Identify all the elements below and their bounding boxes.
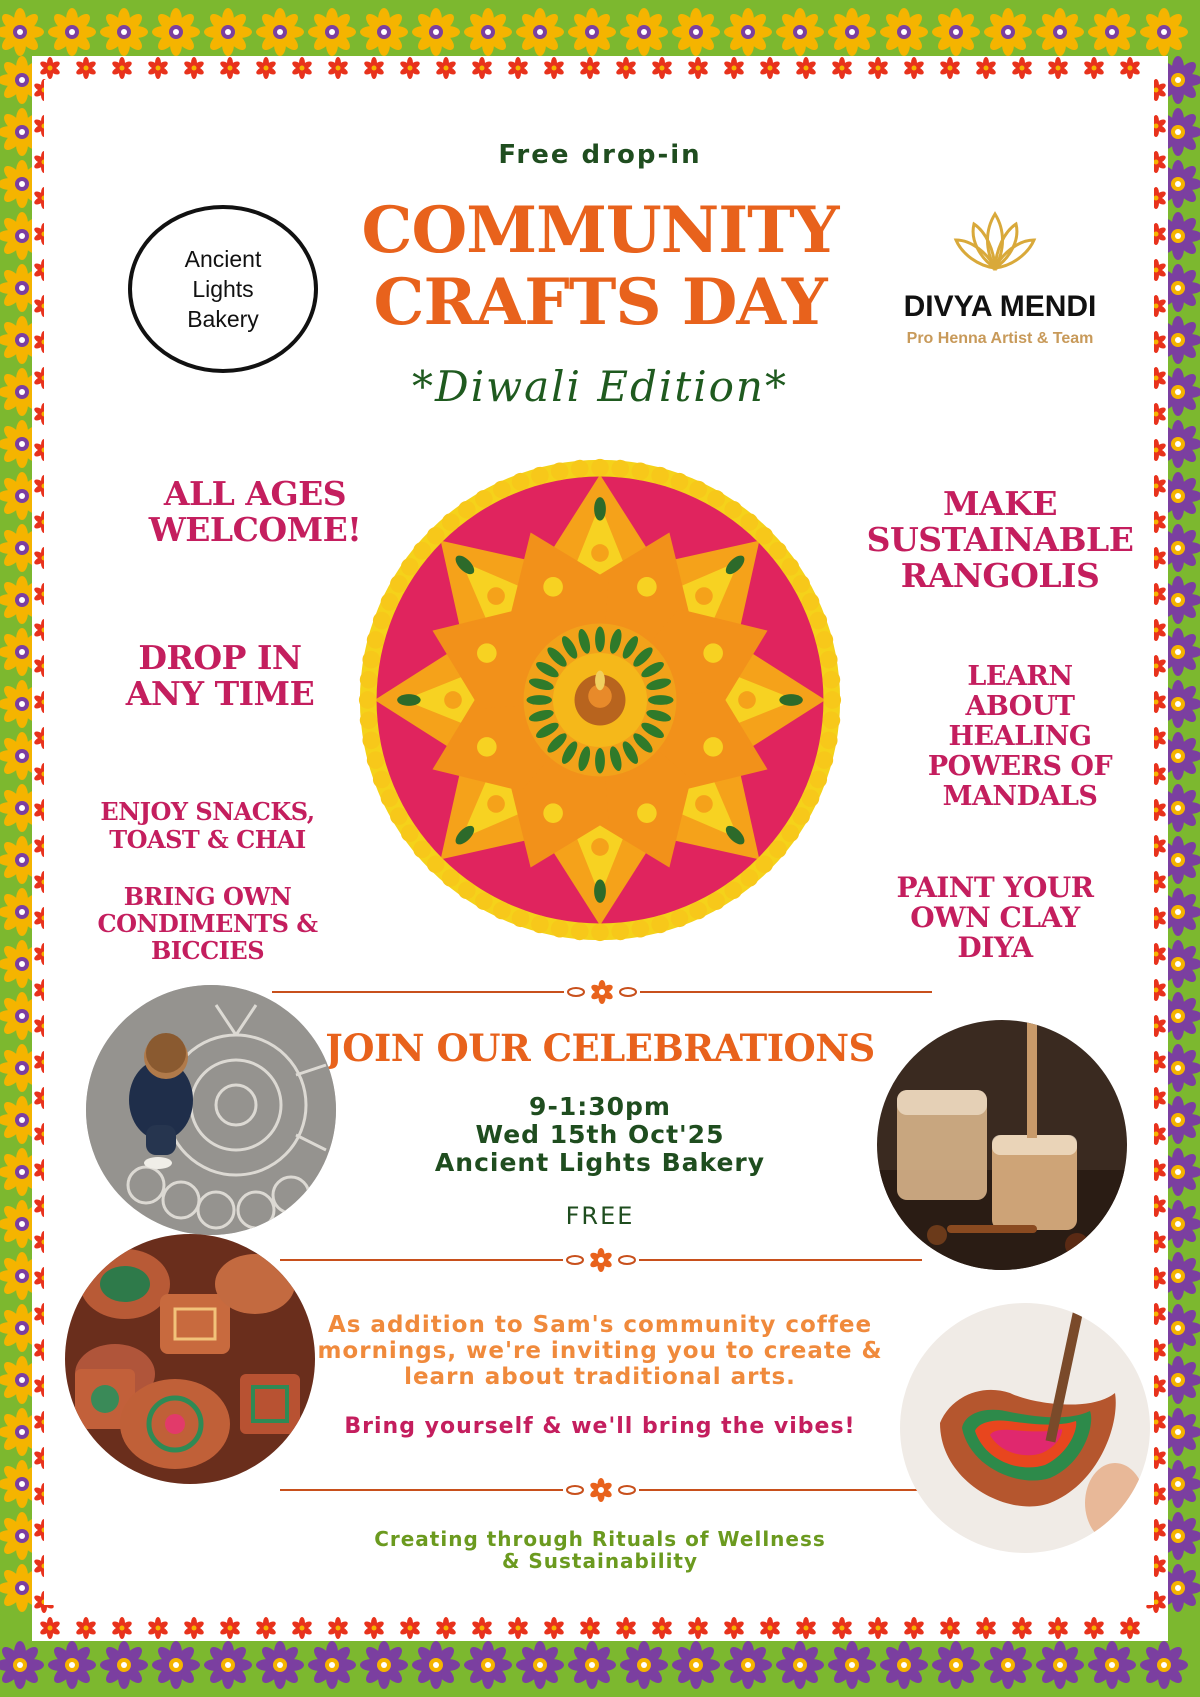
vibes-text: Bring yourself & we'll bring the vibes!: [344, 1414, 856, 1439]
feature-clay-diya: PAINT YOUR OWN CLAY DIYA: [896, 871, 1094, 964]
edition-subtitle: *Diwali Edition*: [412, 362, 788, 411]
bakery-logo-text: Ancient Lights Bakery: [184, 246, 262, 332]
ornament-divider: [280, 1478, 922, 1502]
chalk-drawing-photo: [86, 985, 336, 1235]
free-dropin-label: Free drop-in: [498, 140, 702, 170]
divya-mendi-subtitle: Pro Henna Artist & Team: [906, 330, 1094, 347]
ornament-divider: [280, 1248, 922, 1272]
join-heading: JOIN OUR CELEBRATIONS: [325, 1026, 875, 1070]
painting-diya-photo: [900, 1303, 1150, 1553]
tagline: Creating through Rituals of Wellness & Sustainability: [374, 1527, 826, 1573]
divya-mendi-name: DIVYA MENDI: [903, 290, 1097, 323]
event-details: 9-1:30pm Wed 15th Oct'25 Ancient Lights Bakery: [434, 1092, 766, 1177]
feature-all-ages: ALL AGES WELCOME!: [148, 474, 362, 549]
lotus-icon: [950, 210, 1040, 274]
feature-drop-in: DROP IN ANY TIME: [125, 638, 315, 713]
feature-condiments: BRING OWN CONDIMENTS & BICCIES: [97, 882, 318, 965]
page-title: COMMUNITY CRAFTS DAY: [361, 193, 839, 340]
rangoli-mandala-image: [355, 455, 845, 945]
ornament-divider: [272, 980, 932, 1004]
invitation-text: As addition to Sam's community coffee mornings, we're inviting you to create & learn about traditional arts.: [317, 1312, 883, 1390]
feature-snacks: ENJOY SNACKS, TOAST & CHAI: [100, 797, 315, 854]
feature-rangolis: MAKE SUSTAINABLE RANGOLIS: [866, 484, 1134, 595]
clay-diyas-photo: [65, 1234, 315, 1484]
price-label: FREE: [565, 1202, 635, 1230]
chai-tea-photo: [877, 1020, 1127, 1270]
bakery-logo: [128, 205, 318, 373]
feature-mandalas: LEARN ABOUT HEALING POWERS OF MANDALS: [927, 661, 1113, 812]
